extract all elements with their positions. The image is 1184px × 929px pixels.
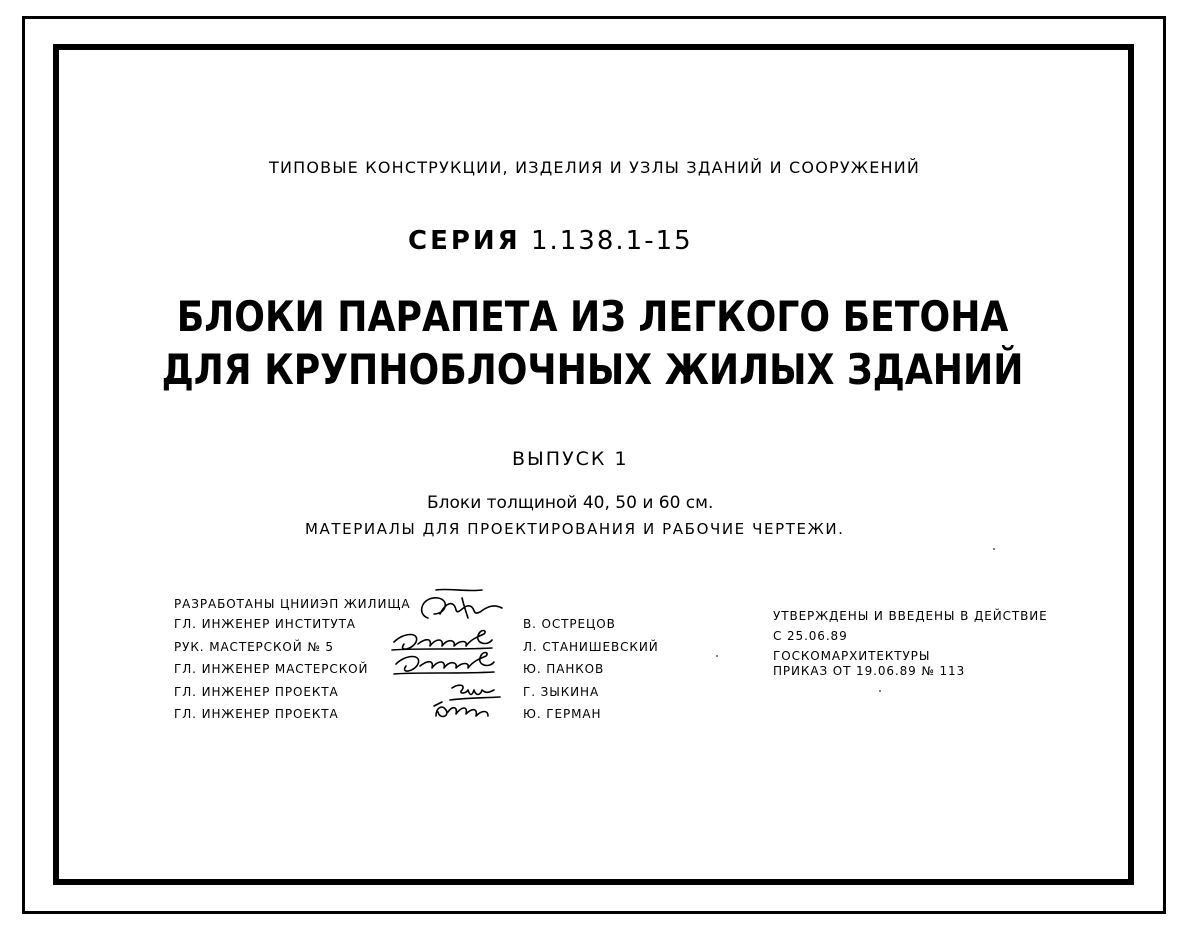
scan-speck [716, 655, 718, 657]
issue-label: ВЫПУСК 1 [512, 448, 629, 470]
staff-role: ГЛ. ИНЖЕНЕР МАСТЕРСКОЙ [174, 662, 369, 676]
staff-name: В. ОСТРЕЦОВ [523, 617, 616, 631]
scan-speck [879, 690, 881, 692]
signature-pankov [394, 653, 494, 675]
series-word: СЕРИЯ [408, 226, 521, 256]
signature-stanishevsky [392, 631, 492, 651]
document-title-line-2: ДЛЯ КРУПНОБЛОЧНЫХ ЖИЛЫХ ЗДАНИЙ [161, 345, 1024, 394]
signature-ostretsov [422, 589, 502, 618]
series-heading [408, 226, 693, 256]
issue-subtitle-thickness: Блоки толщиной 40, 50 и 60 см. [427, 493, 714, 513]
issue-subtitle-materials: МАТЕРИАЛЫ ДЛЯ ПРОЕКТИРОВАНИЯ И РАБОЧИЕ ЧЕРТЕЖИ. [305, 520, 845, 538]
scan-speck [993, 548, 995, 550]
series-number: 1.138.1-15 [530, 226, 693, 256]
developer-organization: РАЗРАБОТАНЫ ЦНИИЭП ЖИЛИЩА [174, 597, 411, 611]
staff-name: Г. ЗЫКИНА [523, 685, 600, 699]
staff-role: РУК. МАСТЕРСКОЙ № 5 [174, 640, 334, 654]
signatures-block [376, 584, 526, 724]
staff-name: Ю. ГЕРМАН [523, 707, 602, 721]
approval-date: С 25.06.89 [773, 629, 848, 643]
staff-name: Ю. ПАНКОВ [523, 662, 605, 676]
approval-authority: ГОСКОМАРХИТЕКТУРЫ [773, 649, 931, 663]
staff-role: ГЛ. ИНЖЕНЕР ПРОЕКТА [174, 685, 339, 699]
signature-zykina [450, 685, 500, 700]
staff-name: Л. СТАНИШЕВСКИЙ [523, 640, 659, 654]
approval-order: ПРИКАЗ ОТ 19.06.89 № 113 [773, 664, 966, 678]
signature-german [434, 702, 488, 716]
staff-role: ГЛ. ИНЖЕНЕР ИНСТИТУТА [174, 617, 356, 631]
series-caption: ТИПОВЫЕ КОНСТРУКЦИИ, ИЗДЕЛИЯ И УЗЛЫ ЗДАНИЙ И СООРУЖЕНИЙ [269, 158, 921, 177]
document-title-line-1: БЛОКИ ПАРАПЕТА ИЗ ЛЕГКОГО БЕТОНА [176, 292, 1009, 341]
approval-line-1: УТВЕРЖДЕНЫ И ВВЕДЕНЫ В ДЕЙСТВИЕ [773, 609, 1048, 623]
staff-role: ГЛ. ИНЖЕНЕР ПРОЕКТА [174, 707, 339, 721]
